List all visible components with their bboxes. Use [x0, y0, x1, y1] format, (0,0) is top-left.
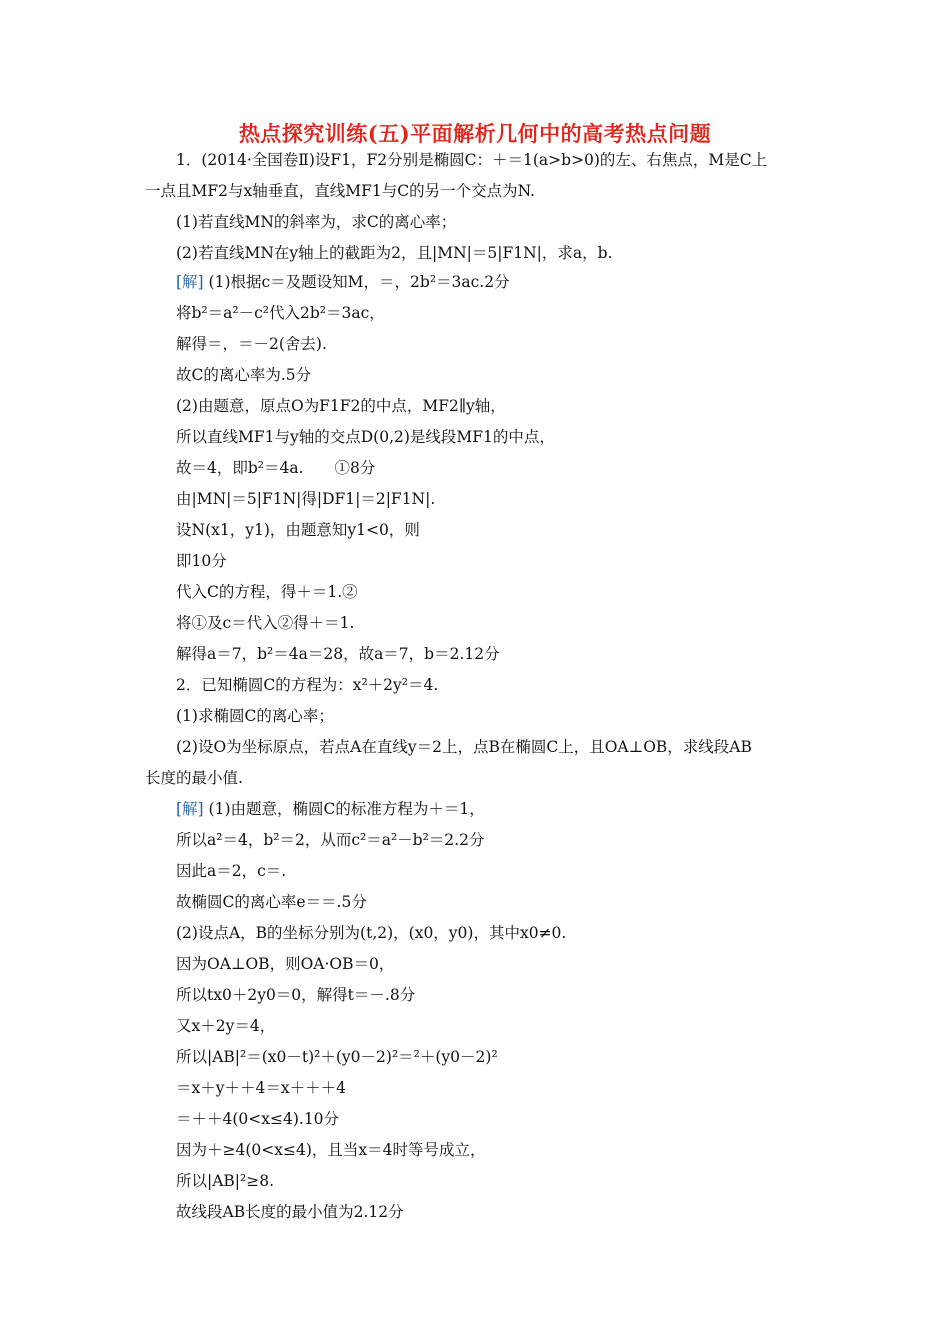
problem-2-part-2-cont: 长度的最小值.: [145, 769, 243, 787]
solution-2-line-6: 因为OA⊥OB，则OA·OB＝0，: [176, 955, 395, 973]
solution-2-line-1: [176, 799, 485, 819]
solution-2-line-11: ＝＋＋4(0<x≤4).10分: [176, 1110, 340, 1128]
solution-1-line-1: [176, 272, 510, 292]
solution-2-line-7: 所以tx0＋2y0＝0，解得t＝－.8分: [176, 986, 416, 1004]
problem-1-line-2: 一点且MF2与x轴垂直，直线MF1与C的另一个交点为N.: [145, 182, 536, 200]
solution-1-line-3: 解得＝，＝－2(舍去).: [176, 335, 327, 353]
solution-2-line-8: 又x＋2y＝4，: [176, 1017, 276, 1035]
solution-2-line-3: 因此a＝2，c＝.: [176, 862, 287, 880]
solution-1-line-13: 解得a＝7，b²＝4a＝28，故a＝7，b＝2.12分: [176, 645, 500, 663]
solution-1-line-4: 故C的离心率为.5分: [176, 366, 312, 384]
problem-2-line-1: 2．已知椭圆C的方程为：x²＋2y²＝4.: [176, 676, 439, 694]
solution-2-line-14: 故线段AB长度的最小值为2.12分: [176, 1203, 404, 1221]
solution-tag: [解]: [176, 800, 204, 818]
problem-2-part-1: (1)求椭圆C的离心率；: [176, 707, 334, 725]
solution-2-line-9: 所以|AB|²＝(x0－t)²＋(y0－2)²＝²＋(y0－2)²: [176, 1048, 498, 1066]
solution-1-line-6: 所以直线MF1与y轴的交点D(0,2)是线段MF1的中点，: [176, 428, 555, 446]
problem-1-part-1: (1)若直线MN的斜率为，求C的离心率；: [176, 213, 457, 231]
solution-1-line-5: (2)由题意，原点O为F1F2的中点，MF2∥y轴，: [176, 397, 506, 415]
problem-2-part-2: (2)设O为坐标原点，若点A在直线y＝2上，点B在椭圆C上，且OA⊥OB，求线段AB: [176, 738, 752, 756]
solution-1-line-7: 故＝4，即b²＝4a. ①8分: [176, 459, 376, 477]
page-title: 热点探究训练(五)平面解析几何中的高考热点问题: [238, 121, 712, 146]
solution-1-text-1: (1)根据c＝及题设知M，＝，2b²＝3ac.2分: [208, 273, 510, 291]
problem-1-line-1: 1．(2014·全国卷Ⅱ)设F1，F2分别是椭圆C：＋＝1(a>b>0)的左、右焦点，M是C上: [176, 151, 768, 169]
solution-1-line-9: 设N(x1，y1)，由题意知y1<0，则: [176, 521, 420, 539]
solution-1-line-8: 由|MN|＝5|F1N|得|DF1|＝2|F1N|.: [176, 490, 436, 508]
solution-2-line-2: 所以a²＝4，b²＝2，从而c²＝a²－b²＝2.2分: [176, 831, 485, 849]
solution-1-line-2: 将b²＝a²－c²代入2b²＝3ac，: [176, 304, 385, 322]
solution-tag: [解]: [176, 273, 204, 291]
solution-2-line-5: (2)设点A，B的坐标分别为(t,2)，(x0，y0)，其中x0≠0.: [176, 924, 567, 942]
solution-2-line-10: ＝x＋y＋＋4＝x＋＋＋4: [176, 1079, 346, 1097]
problem-1-part-2: (2)若直线MN在y轴上的截距为2，且|MN|＝5|F1N|，求a，b.: [176, 244, 613, 262]
solution-2-line-4: 故椭圆C的离心率e＝＝.5分: [176, 893, 367, 911]
solution-1-line-11: 代入C的方程，得＋＝1.②: [176, 583, 358, 601]
solution-1-line-10: 即10分: [176, 552, 227, 570]
solution-2-line-13: 所以|AB|²≥8.: [176, 1172, 275, 1190]
solution-1-line-12: 将①及c＝代入②得＋＝1.: [176, 614, 355, 632]
solution-2-text-1: (1)由题意，椭圆C的标准方程为＋＝1，: [208, 800, 485, 818]
solution-2-line-12: 因为＋≥4(0<x≤4)，且当x＝4时等号成立，: [176, 1141, 486, 1159]
